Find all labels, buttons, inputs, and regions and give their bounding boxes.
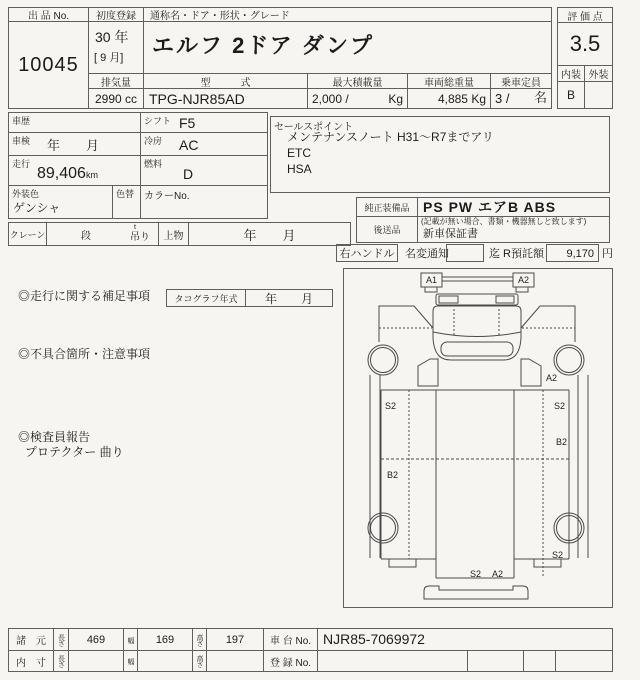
shift-label: シフト <box>144 116 172 126</box>
deposit-label: R預託額 <box>503 248 544 260</box>
sales-point-line: ETC <box>287 146 311 160</box>
chassis-no-value: NJR85-7069972 <box>323 631 425 647</box>
score-value: 3.5 <box>557 22 613 66</box>
inner-height-value <box>206 650 264 672</box>
displacement-value: 2990 cc <box>88 88 144 109</box>
oem-equipment-label: 純正装備品 <box>356 197 418 217</box>
capacity-value: 3 / <box>495 91 510 106</box>
mileage-unit: km <box>85 170 98 180</box>
spec-row-label: 諸 元 <box>8 628 54 651</box>
later-items-label: 後送品 <box>356 216 418 243</box>
inspection-value: 年 月 <box>47 138 100 153</box>
damage-code-a2-front: A2 <box>518 275 530 285</box>
handle-badge: 右ハンドル <box>336 244 398 262</box>
vehicle-name: エルフ 2ドア ダンプ <box>152 33 375 58</box>
rename-notice-label: 名変通知 <box>405 248 449 260</box>
capacity-unit: 名 <box>533 90 547 105</box>
inner-dim-row-label: 内 寸 <box>8 650 54 672</box>
crane-tsuri: 吊り <box>130 232 150 243</box>
tachograph-value-cell: 年 月 <box>245 289 333 307</box>
registration-no-label: 登 録 No. <box>263 650 318 672</box>
width-label-text: 幅 <box>127 636 134 643</box>
color-change-cell <box>112 185 141 219</box>
model-code: TPG-NJR85AD <box>149 91 245 107</box>
width-label-text: 幅 <box>127 658 134 664</box>
inspector-report-heading: ◎検査員報告 <box>18 430 91 444</box>
interior-header: 内装 <box>557 65 585 82</box>
exterior-color-label: 外装色 <box>12 189 40 199</box>
chassis-no-label: 車 台 No. <box>263 628 318 651</box>
damage-code-a2-rear: A2 <box>492 569 504 579</box>
deposit-field <box>546 244 599 262</box>
color-change-label: 色替 <box>116 189 135 199</box>
color-no-label: カラーNo. <box>144 191 190 202</box>
spec-width-value: 169 <box>137 628 193 651</box>
aircon-cell <box>140 132 268 156</box>
chassis-no-value-cell <box>317 628 613 651</box>
capacity-value-cell <box>490 88 552 109</box>
exterior-color-value: ゲンシャ <box>13 201 61 215</box>
deposit-value: 9,170 <box>566 248 594 260</box>
registration-no-sub-cell <box>555 650 613 672</box>
crane-dan: 段 <box>81 231 91 242</box>
vehicle-name-header: 通称名・ドア・形状・グレード <box>143 7 552 22</box>
aircon-value: AC <box>179 137 199 153</box>
gvw-value: 4,885 Kg <box>437 92 486 106</box>
first-registration-header: 初度登録 <box>88 7 144 22</box>
later-items-value: 新車保証書 <box>423 228 478 240</box>
rename-notice-field <box>446 244 484 262</box>
registration-no-sub-cell <box>467 650 524 672</box>
color-no-cell <box>140 185 268 219</box>
sales-point-line: HSA <box>287 162 312 176</box>
interior-grade: B <box>557 81 585 109</box>
damage-code-s2-rear-right: S2 <box>552 550 564 560</box>
spec-width-label <box>123 628 138 651</box>
shift-cell <box>140 112 268 133</box>
spec-height-label <box>192 628 207 651</box>
history-cell <box>8 112 141 133</box>
vehicle-name-cell <box>143 21 552 74</box>
damage-code-s2-right: S2 <box>554 401 566 411</box>
first-registration-value <box>88 21 144 74</box>
crane-label-cell: クレーン <box>8 222 47 246</box>
payload-value-cell <box>307 88 408 109</box>
inspector-finding: プロテクター 曲り <box>25 445 124 459</box>
body-type-label-cell: 上物 <box>158 222 189 246</box>
oem-equipment-value-cell <box>417 197 610 217</box>
fuel-cell <box>140 155 268 186</box>
inner-length-value <box>68 650 124 672</box>
inspection-label: 車検 <box>12 136 31 146</box>
aircon-label: 冷房 <box>144 136 163 146</box>
fuel-value: D <box>183 166 194 182</box>
inner-length-label <box>53 650 69 672</box>
length-label-text: 長さ <box>57 633 65 646</box>
crane-ton: t <box>134 224 136 231</box>
payload-value: 2,000 / <box>312 92 349 106</box>
gvw-header: 車両総重量 <box>407 73 491 89</box>
crane-spec-cell <box>46 222 159 246</box>
registration-no-sub-cell <box>523 650 556 672</box>
truck-top-view-diagram <box>344 269 612 607</box>
height-label-text: 高さ <box>196 633 203 646</box>
mileage-value: 89,406km <box>37 165 98 182</box>
mileage-label: 走行 <box>12 159 31 169</box>
damage-code-s2-rear: S2 <box>470 569 482 579</box>
yen-label: 円 <box>602 248 613 260</box>
spec-length-label <box>53 628 69 651</box>
body-type-value-cell: 年 月 <box>188 222 351 246</box>
first-reg-month: [ 9 月] <box>94 52 124 64</box>
until-label: 迄 <box>489 248 500 260</box>
mileage-cell <box>8 155 141 186</box>
displacement-header: 排気量 <box>88 73 144 89</box>
model-code-header: 型 式 <box>143 73 308 89</box>
oem-equipment-value: PS PW エアB ABS <box>423 199 557 215</box>
exterior-header: 外装 <box>584 65 613 82</box>
damage-diagram-box <box>343 268 613 608</box>
lot-no-header: 出 品 No. <box>8 7 89 22</box>
sales-point-box <box>270 116 610 193</box>
gvw-value-cell <box>407 88 491 109</box>
damage-code-s2-left: S2 <box>385 401 397 411</box>
fuel-label: 燃料 <box>144 159 163 169</box>
payload-unit: Kg <box>388 92 403 106</box>
inspection-cell <box>8 132 141 156</box>
damage-code-a1-front: A1 <box>426 275 438 285</box>
score-header: 評 価 点 <box>557 7 613 23</box>
model-code-value <box>143 88 308 109</box>
length-label-text: 長さ <box>57 655 65 667</box>
payload-header: 最大積載量 <box>307 73 408 89</box>
tachograph-label-cell: タコグラフ年式 <box>166 289 246 307</box>
inner-width-label <box>123 650 138 672</box>
damage-code-b2-right: B2 <box>556 437 568 447</box>
spec-length-value: 469 <box>68 628 124 651</box>
mileage-note-heading: ◎走行に関する補足事項 <box>18 289 151 303</box>
damage-code-a2-right-front: A2 <box>546 373 558 383</box>
shift-value: F5 <box>179 115 196 131</box>
first-reg-year: 30 年 <box>95 29 129 45</box>
defect-note-heading: ◎不具合箇所・注意事項 <box>18 347 151 361</box>
capacity-header: 乗車定員 <box>490 73 552 89</box>
lot-no-value: 10045 <box>8 21 89 109</box>
later-items-value-cell <box>417 216 610 243</box>
sales-point-line: メンテナンスノート H31～R7までアリ <box>287 130 494 144</box>
exterior-color-cell <box>8 185 113 219</box>
spec-height-value: 197 <box>206 628 264 651</box>
history-label: 車歴 <box>12 116 31 126</box>
registration-no-value-cell <box>317 650 468 672</box>
inner-height-label <box>192 650 207 672</box>
height-label-text: 高さ <box>196 655 203 667</box>
inner-width-value <box>137 650 193 672</box>
sales-point-label: セールスポイント <box>274 122 354 133</box>
damage-code-b2-left: B2 <box>387 470 399 480</box>
exterior-grade <box>584 81 613 109</box>
later-items-note: (記載が無い場合、書類・機器無しと致します) <box>421 217 587 226</box>
